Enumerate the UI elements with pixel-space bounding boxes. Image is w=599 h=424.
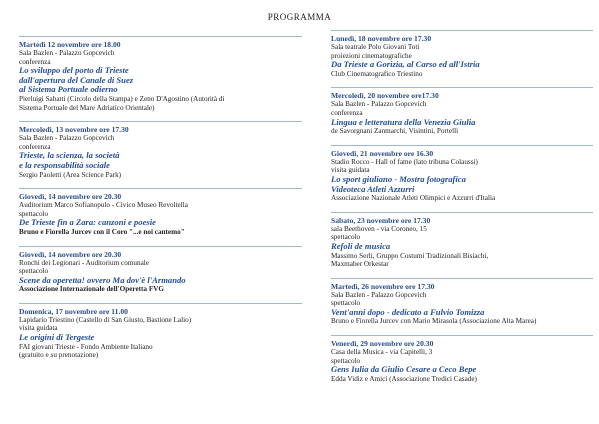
event-block xyxy=(19,188,302,236)
event-type: conferenza xyxy=(19,57,51,66)
event-block xyxy=(331,30,593,78)
event-type: conferenza xyxy=(331,108,363,117)
event-title-line: Vent'anni dopo - dedicato a Fulvio Tomizza xyxy=(331,306,485,317)
event-title-line: Lingua e letteratura della Venezia Giulia xyxy=(331,116,476,127)
event-block xyxy=(331,278,593,326)
event-organizer: Edda Vidiz e Amici (Associazione Tredici Casade) xyxy=(331,374,477,383)
event-place: Stadio Rocco - Hall of fame (lato tribuna Colaussi) xyxy=(331,157,478,166)
left-column xyxy=(19,36,302,369)
event-title-line: Lo sport giuliano - Mostra fotografica xyxy=(331,173,466,184)
event-organizer: Maxmaber Orkestar xyxy=(331,260,389,269)
divider xyxy=(19,121,302,122)
event-organizer: Sergio Paoletti (Area Science Park) xyxy=(19,170,122,179)
event-date: Martedì 12 novembre ore 18.00 xyxy=(19,40,121,49)
event-organizer: Associazione Internazionale dell'Operetta FVG xyxy=(19,285,164,294)
event-title-line: e la responsabilità sociale xyxy=(19,159,110,170)
event-place: Sala Bazlen - Palazzo Gopcevich xyxy=(19,49,115,57)
event-organizer: de Savorgnani Zanmarchi, Visintini, Portelli xyxy=(331,127,459,136)
event-place: Sala Bazlen - Palazzo Gopcevich xyxy=(331,290,427,299)
event-type: spettacolo xyxy=(19,267,49,276)
event-date: Giovedì, 14 novembre ore 20.30 xyxy=(19,249,122,259)
event-date: Venerdì, 29 novembre ore 20.30 xyxy=(331,339,434,349)
event-block xyxy=(19,246,302,294)
event-organizer: Club Cinematografico Triestino xyxy=(331,69,423,78)
event-date: Giovedì, 14 novembre ore 20.30 xyxy=(19,192,122,202)
event-place: Auditorium Marco Sofianopulo - Civico Museo Revoltella xyxy=(19,201,188,210)
divider xyxy=(331,87,593,88)
divider xyxy=(331,278,593,279)
page-title: PROGRAMMA xyxy=(267,12,332,22)
event-place: Sala teatrale Polo Giovani Toti xyxy=(331,43,420,51)
event-block xyxy=(19,36,302,112)
event-type: visita guidata xyxy=(19,324,58,333)
event-block xyxy=(331,87,593,135)
event-place: Casa della Musica - via Capitelli, 3 xyxy=(331,348,433,357)
event-date: Sabato, 23 novembre ore 17.30 xyxy=(331,215,431,225)
event-title-line: Lo sviluppo del porto di Trieste xyxy=(19,65,129,76)
event-date: Martedì, 26 novembre ore 17.30 xyxy=(331,281,435,291)
event-block xyxy=(331,145,593,203)
event-date: Giovedì, 21 novembre ore 16.30 xyxy=(331,148,434,158)
event-date: Mercoledì, 20 novembre ore17.30 xyxy=(331,91,439,101)
event-organizer: Pierluigi Sabatti (Circolo della Stampa) e Zeno D'Agostino (Autorità di xyxy=(19,94,225,103)
event-place: Lapidario Triestino (Castello di San Giusto, Bastione Lalio) xyxy=(19,315,192,324)
event-title-line: Da Trieste a Gorizia, al Carso ed all'Istria xyxy=(331,59,480,70)
event-organizer: (gratuito e su prenotazione) xyxy=(19,351,99,360)
event-type: proiezioni cinematografiche xyxy=(331,51,412,60)
event-organizer: Bruno e Fiorella Jurcev con il Coro "...e noi cantemo" xyxy=(19,227,185,236)
event-organizer: Massimo Serli, Gruppo Costumi Tradizionali Bisiachi, xyxy=(331,251,489,260)
event-title-line: Le origini di Tergeste xyxy=(19,332,95,343)
event-title-line: Scene da operetta! ovvero Ma dov'è l'Armando xyxy=(19,274,186,285)
event-type: spettacolo xyxy=(331,356,361,365)
event-date: Domenica, 17 novembre ore 11.00 xyxy=(19,306,128,316)
divider xyxy=(19,246,302,247)
divider xyxy=(331,145,593,146)
event-place: Ronchi dei Legionari - Auditorium comunale xyxy=(19,258,149,267)
event-organizer: Associazione Nazionale Atleti Olimpici e Azzurri d'Italia xyxy=(331,194,496,203)
event-place: sala Beethoven - via Coroneo, 15 xyxy=(331,224,427,233)
event-type: spettacolo xyxy=(331,299,361,308)
event-block xyxy=(331,335,593,383)
event-date: Mercoledì, 13 novembre ore 17.30 xyxy=(19,125,129,135)
divider xyxy=(331,335,593,336)
event-organizer: Bruno e Fiorella Jurcev con Mario Mirasola (Associazione Alta Marea) xyxy=(331,317,537,326)
event-block xyxy=(19,303,302,360)
right-column xyxy=(331,30,593,392)
event-place: Sala Bazlen - Palazzo Gopcevich xyxy=(19,134,115,143)
divider xyxy=(19,303,302,304)
divider xyxy=(331,30,593,31)
event-title-line: De Trieste fin a Zara: canzoni e poesie xyxy=(19,217,156,228)
event-type: conferenza xyxy=(19,142,51,151)
divider xyxy=(19,36,302,37)
event-organizer: Sistema Portuale del Mare Adriatico Orientale) xyxy=(19,103,155,112)
divider xyxy=(19,188,302,189)
event-title-line: Videoteca Atleti Azzurri xyxy=(331,183,415,194)
event-place: Sala Bazlen - Palazzo Gopcevich xyxy=(331,100,427,109)
event-block xyxy=(19,121,302,179)
event-block xyxy=(331,212,593,269)
event-type: spettacolo xyxy=(331,233,361,242)
event-title-line: Refoli de musica xyxy=(331,240,391,251)
event-title-line: Trieste, la scienza, la società xyxy=(19,150,120,161)
event-type: spettacolo xyxy=(19,209,49,218)
event-title-line: Gens Iulia da Giulio Cesare a Ceco Bepe xyxy=(331,364,477,375)
divider xyxy=(331,212,593,213)
event-date: Lunedì, 18 novembre ore 17.30 xyxy=(331,34,432,43)
event-organizer: FAI giovani Trieste - Fondo Ambiente Italiano xyxy=(19,342,153,351)
event-type: visita guidata xyxy=(331,166,370,175)
event-title-line: al Sistema Portuale odierno xyxy=(19,84,118,95)
event-title-line: dall'apertura del Canale di Suez xyxy=(19,74,134,85)
